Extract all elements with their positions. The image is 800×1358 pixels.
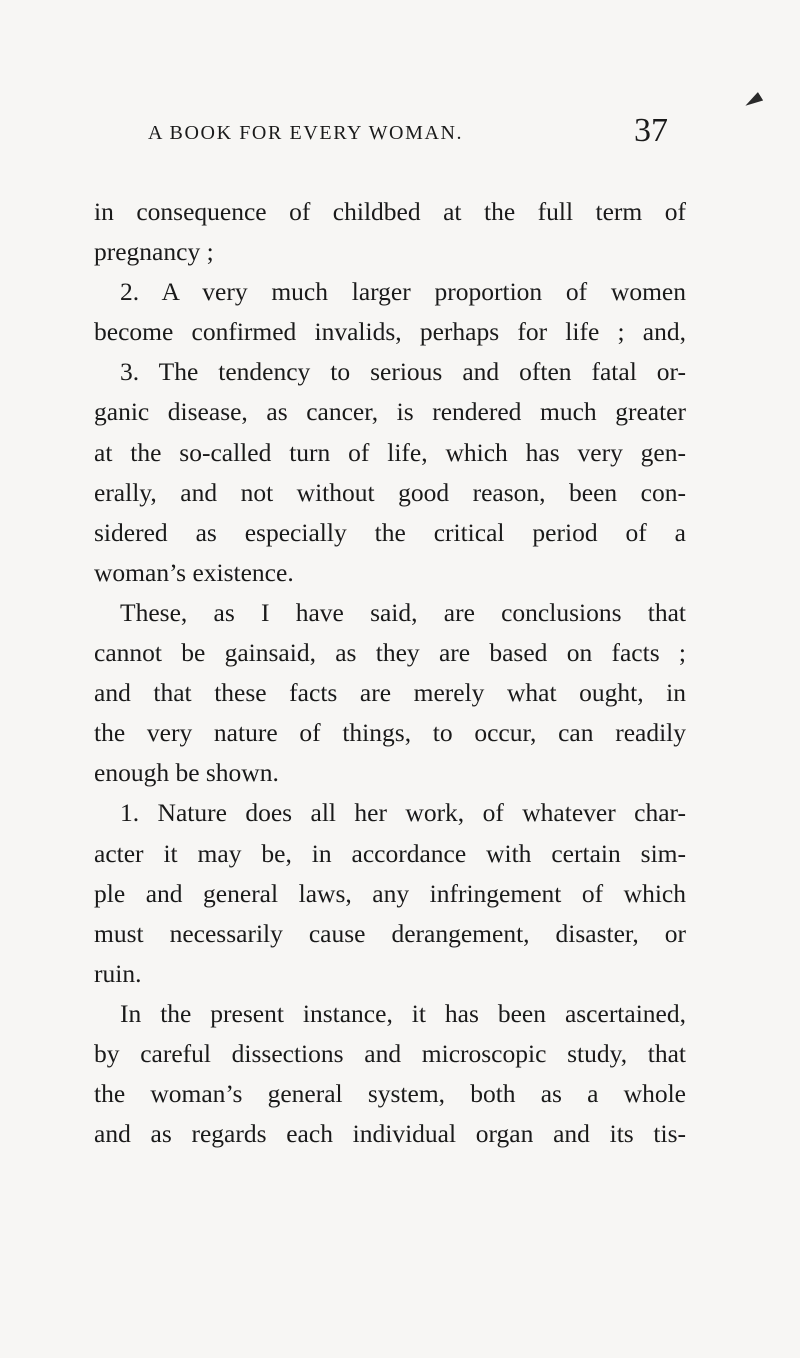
text-line: must necessarily cause derangement, disaster, or bbox=[94, 918, 686, 948]
text-line: sidered as especially the critical period of a bbox=[94, 517, 686, 547]
running-head: A BOOK FOR EVERY WOMAN. bbox=[148, 122, 464, 144]
text-line: in consequence of childbed at the full term of bbox=[94, 197, 686, 226]
text-line: and as regards each individual organ and its tis- bbox=[94, 1119, 686, 1149]
text-line: acter it may be, in accordance with certain sim- bbox=[94, 838, 686, 868]
text-line: ruin. bbox=[94, 958, 142, 988]
text-line: 2. A very much larger proportion of women bbox=[120, 277, 686, 307]
text-line: the very nature of things, to occur, can readily bbox=[94, 718, 686, 748]
text-line: at the so-called turn of life, which has very gen- bbox=[94, 437, 686, 467]
page-number: 37 bbox=[634, 112, 668, 149]
text-line: 1. Nature does all her work, of whatever char- bbox=[120, 798, 686, 828]
text-line: pregnancy ; bbox=[94, 237, 214, 267]
text-line: by careful dissections and microscopic study, that bbox=[94, 1038, 686, 1068]
text-line: become confirmed invalids, perhaps for life ; and, bbox=[94, 317, 686, 347]
page-header bbox=[148, 114, 668, 164]
text-line: woman’s existence. bbox=[94, 557, 294, 587]
text-line: ganic disease, as cancer, is rendered much greater bbox=[94, 397, 686, 427]
text-line: In the present instance, it has been ascertained, bbox=[120, 998, 686, 1028]
text-line: the woman’s general system, both as a whole bbox=[94, 1079, 686, 1109]
body-text bbox=[94, 192, 686, 1154]
text-line: and that these facts are merely what ought, in bbox=[94, 678, 686, 708]
text-line: erally, and not without good reason, been con- bbox=[94, 477, 686, 507]
text-line: enough be shown. bbox=[94, 758, 279, 788]
text-line: 3. The tendency to serious and often fatal or- bbox=[120, 357, 686, 387]
page-mark bbox=[743, 92, 764, 110]
text-line: cannot be gainsaid, as they are based on facts ; bbox=[94, 638, 686, 668]
text-line: ple and general laws, any infringement of which bbox=[94, 878, 686, 908]
text-line: These, as I have said, are conclusions that bbox=[120, 597, 686, 627]
